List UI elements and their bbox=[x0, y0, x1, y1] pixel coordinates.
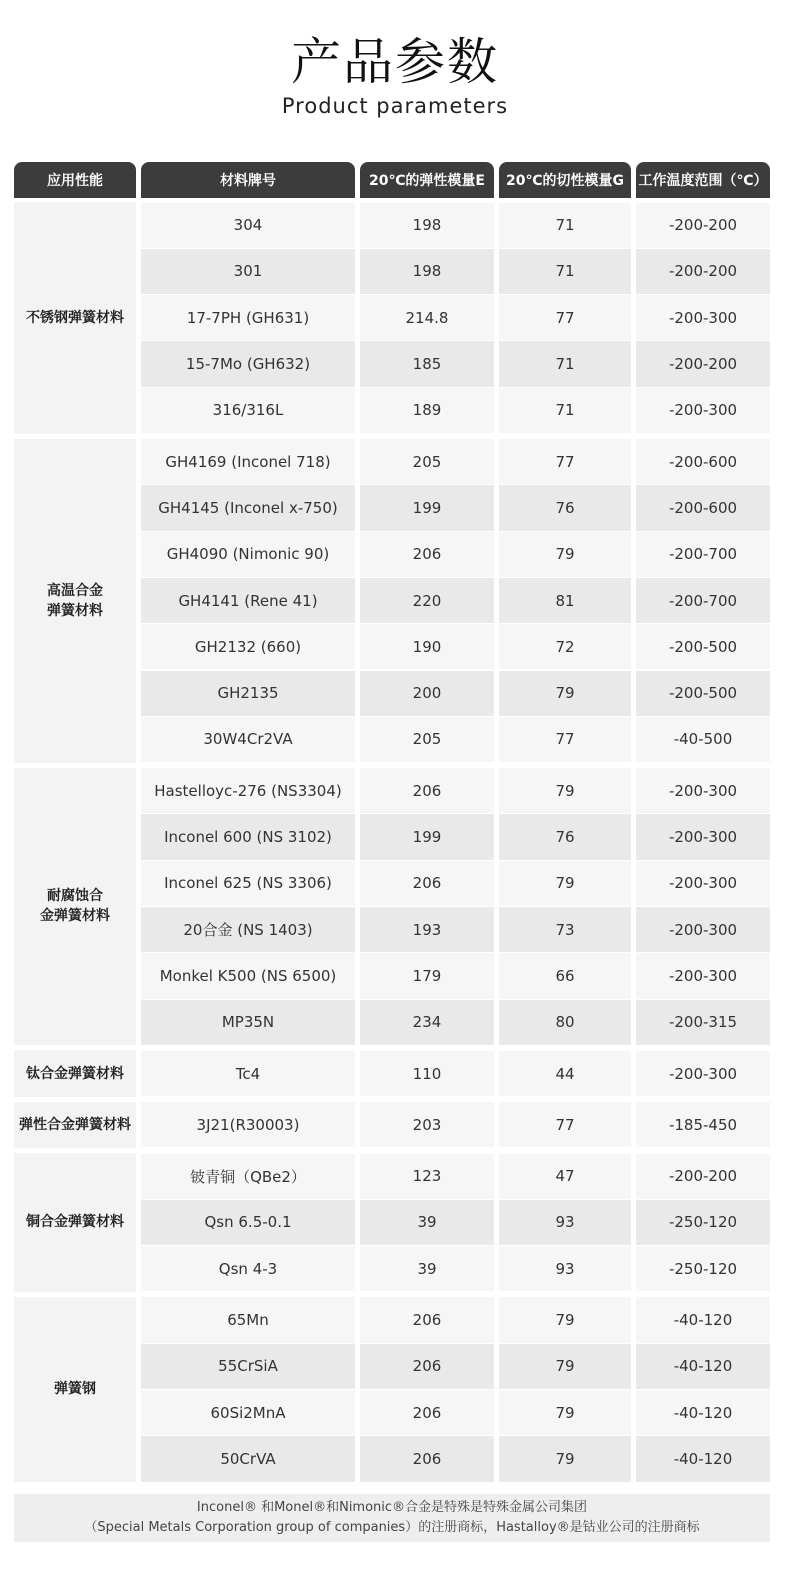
shear-modulus-cell: 77 bbox=[499, 295, 631, 340]
elastic-modulus-cell: 206 bbox=[360, 1390, 494, 1435]
material-grade-cell: 60Si2MnA bbox=[141, 1390, 355, 1435]
shear-modulus-cell: 66 bbox=[499, 953, 631, 998]
material-grade-cell: Tc4 bbox=[141, 1051, 355, 1096]
shear-modulus-cell: 77 bbox=[499, 439, 631, 484]
temp-range-cell: -40-500 bbox=[636, 717, 770, 762]
elastic-modulus-cell: 200 bbox=[360, 671, 494, 716]
shear-modulus-cell: 73 bbox=[499, 907, 631, 952]
material-grade-cell: 30W4Cr2VA bbox=[141, 717, 355, 762]
shear-modulus-cell: 72 bbox=[499, 624, 631, 669]
group-label: 弹性合金弹簧材料 bbox=[14, 1102, 136, 1148]
material-grade-cell: GH4141 (Rene 41) bbox=[141, 578, 355, 623]
elastic-modulus-cell: 39 bbox=[360, 1246, 494, 1291]
shear-modulus-cell: 76 bbox=[499, 814, 631, 859]
material-grade-cell: 65Mn bbox=[141, 1297, 355, 1342]
shear-modulus-cell: 79 bbox=[499, 1390, 631, 1435]
material-grade-cell: 304 bbox=[141, 203, 355, 248]
material-grade-cell: GH4145 (Inconel x-750) bbox=[141, 485, 355, 530]
material-grade-cell: 3J21(R30003) bbox=[141, 1102, 355, 1147]
shear-modulus-cell: 79 bbox=[499, 768, 631, 813]
material-grade-cell: GH4169 (Inconel 718) bbox=[141, 439, 355, 484]
temp-range-cell: -200-200 bbox=[636, 1154, 770, 1199]
material-grade-cell: 55CrSiA bbox=[141, 1344, 355, 1389]
material-grade-cell: Qsn 4-3 bbox=[141, 1246, 355, 1291]
temp-range-cell: -200-300 bbox=[636, 861, 770, 906]
page-subtitle: Product parameters bbox=[281, 94, 509, 118]
temp-range-cell: -185-450 bbox=[636, 1102, 770, 1147]
temp-range-cell: -40-120 bbox=[636, 1390, 770, 1435]
group-label: 铜合金弹簧材料 bbox=[14, 1153, 136, 1292]
temp-range-cell: -200-300 bbox=[636, 295, 770, 340]
material-grade-cell: 316/316L bbox=[141, 388, 355, 433]
material-grade-cell: 20合金 (NS 1403) bbox=[141, 907, 355, 952]
shear-modulus-cell: 77 bbox=[499, 1102, 631, 1147]
elastic-modulus-cell: 199 bbox=[360, 485, 494, 530]
temp-range-cell: -200-300 bbox=[636, 388, 770, 433]
elastic-modulus-cell: 234 bbox=[360, 1000, 494, 1045]
material-grade-cell: Qsn 6.5-0.1 bbox=[141, 1200, 355, 1245]
shear-modulus-cell: 93 bbox=[499, 1200, 631, 1245]
material-grade-cell: Hastelloyc-276 (NS3304) bbox=[141, 768, 355, 813]
header-material-grade: 材料牌号 bbox=[141, 162, 355, 198]
elastic-modulus-cell: 206 bbox=[360, 532, 494, 577]
elastic-modulus-cell: 220 bbox=[360, 578, 494, 623]
shear-modulus-cell: 79 bbox=[499, 671, 631, 716]
temp-range-cell: -200-300 bbox=[636, 1051, 770, 1096]
elastic-modulus-cell: 205 bbox=[360, 439, 494, 484]
temp-range-cell: -200-200 bbox=[636, 341, 770, 386]
page-title: 产品参数 bbox=[291, 33, 499, 91]
shear-modulus-cell: 81 bbox=[499, 578, 631, 623]
temp-range-cell: -200-300 bbox=[636, 768, 770, 813]
footnote-line-1: Inconel® 和Monel®和Nimonic®合金是特殊是特殊金属公司集团 bbox=[196, 1500, 588, 1515]
shear-modulus-cell: 79 bbox=[499, 1297, 631, 1342]
material-grade-cell: GH4090 (Nimonic 90) bbox=[141, 532, 355, 577]
shear-modulus-cell: 79 bbox=[499, 1344, 631, 1389]
trademark-footnote bbox=[14, 1494, 770, 1542]
material-grade-cell: MP35N bbox=[141, 1000, 355, 1045]
temp-range-cell: -200-200 bbox=[636, 203, 770, 248]
material-grade-cell: Inconel 625 (NS 3306) bbox=[141, 861, 355, 906]
elastic-modulus-cell: 179 bbox=[360, 953, 494, 998]
shear-modulus-cell: 71 bbox=[499, 341, 631, 386]
material-grade-cell: GH2135 bbox=[141, 671, 355, 716]
shear-modulus-cell: 71 bbox=[499, 249, 631, 294]
shear-modulus-cell: 79 bbox=[499, 1436, 631, 1481]
temp-range-cell: -200-300 bbox=[636, 907, 770, 952]
temp-range-cell: -200-315 bbox=[636, 1000, 770, 1045]
group-label: 弹簧钢 bbox=[14, 1297, 136, 1482]
group-label: 钛合金弹簧材料 bbox=[14, 1050, 136, 1096]
elastic-modulus-cell: 189 bbox=[360, 388, 494, 433]
group-label: 耐腐蚀合 金弹簧材料 bbox=[14, 768, 136, 1046]
elastic-modulus-cell: 214.8 bbox=[360, 295, 494, 340]
material-grade-cell: GH2132 (660) bbox=[141, 624, 355, 669]
temp-range-cell: -200-600 bbox=[636, 439, 770, 484]
elastic-modulus-cell: 206 bbox=[360, 861, 494, 906]
temp-range-cell: -200-600 bbox=[636, 485, 770, 530]
elastic-modulus-cell: 39 bbox=[360, 1200, 494, 1245]
elastic-modulus-cell: 198 bbox=[360, 203, 494, 248]
material-grade-cell: 17-7PH (GH631) bbox=[141, 295, 355, 340]
elastic-modulus-cell: 206 bbox=[360, 1344, 494, 1389]
material-grade-cell: 301 bbox=[141, 249, 355, 294]
header-temp-range: 工作温度范围（℃） bbox=[636, 162, 770, 198]
temp-range-cell: -200-500 bbox=[636, 671, 770, 716]
material-grade-cell: 铍青铜（QBe2） bbox=[141, 1154, 355, 1199]
elastic-modulus-cell: 206 bbox=[360, 768, 494, 813]
shear-modulus-cell: 79 bbox=[499, 532, 631, 577]
elastic-modulus-cell: 198 bbox=[360, 249, 494, 294]
elastic-modulus-cell: 205 bbox=[360, 717, 494, 762]
temp-range-cell: -40-120 bbox=[636, 1344, 770, 1389]
shear-modulus-cell: 44 bbox=[499, 1051, 631, 1096]
temp-range-cell: -200-300 bbox=[636, 953, 770, 998]
material-grade-cell: Monkel K500 (NS 6500) bbox=[141, 953, 355, 998]
material-grade-cell: Inconel 600 (NS 3102) bbox=[141, 814, 355, 859]
header-application: 应用性能 bbox=[14, 162, 136, 198]
elastic-modulus-cell: 203 bbox=[360, 1102, 494, 1147]
material-grade-cell: 15-7Mo (GH632) bbox=[141, 341, 355, 386]
shear-modulus-cell: 47 bbox=[499, 1154, 631, 1199]
temp-range-cell: -250-120 bbox=[636, 1246, 770, 1291]
group-label: 高温合金 弹簧材料 bbox=[14, 439, 136, 763]
shear-modulus-cell: 71 bbox=[499, 203, 631, 248]
shear-modulus-cell: 71 bbox=[499, 388, 631, 433]
elastic-modulus-cell: 123 bbox=[360, 1154, 494, 1199]
elastic-modulus-cell: 185 bbox=[360, 341, 494, 386]
shear-modulus-cell: 76 bbox=[499, 485, 631, 530]
temp-range-cell: -200-200 bbox=[636, 249, 770, 294]
temp-range-cell: -200-700 bbox=[636, 532, 770, 577]
shear-modulus-cell: 77 bbox=[499, 717, 631, 762]
elastic-modulus-cell: 193 bbox=[360, 907, 494, 952]
temp-range-cell: -40-120 bbox=[636, 1297, 770, 1342]
shear-modulus-cell: 79 bbox=[499, 861, 631, 906]
temp-range-cell: -40-120 bbox=[636, 1436, 770, 1481]
shear-modulus-cell: 80 bbox=[499, 1000, 631, 1045]
temp-range-cell: -200-700 bbox=[636, 578, 770, 623]
temp-range-cell: -200-500 bbox=[636, 624, 770, 669]
group-label: 不锈钢弹簧材料 bbox=[14, 202, 136, 434]
footnote-line-2: （Special Metals Corporation group of companies）的注册商标，Hastalloy®是钴业公司的注册商标 bbox=[84, 1520, 700, 1535]
elastic-modulus-cell: 206 bbox=[360, 1436, 494, 1481]
elastic-modulus-cell: 110 bbox=[360, 1051, 494, 1096]
elastic-modulus-cell: 190 bbox=[360, 624, 494, 669]
shear-modulus-cell: 93 bbox=[499, 1246, 631, 1291]
temp-range-cell: -200-300 bbox=[636, 814, 770, 859]
header-shear-modulus: 20℃的切性模量G bbox=[499, 162, 631, 198]
elastic-modulus-cell: 206 bbox=[360, 1297, 494, 1342]
temp-range-cell: -250-120 bbox=[636, 1200, 770, 1245]
header-elastic-modulus: 20℃的弹性模量E bbox=[360, 162, 494, 198]
material-grade-cell: 50CrVA bbox=[141, 1436, 355, 1481]
elastic-modulus-cell: 199 bbox=[360, 814, 494, 859]
